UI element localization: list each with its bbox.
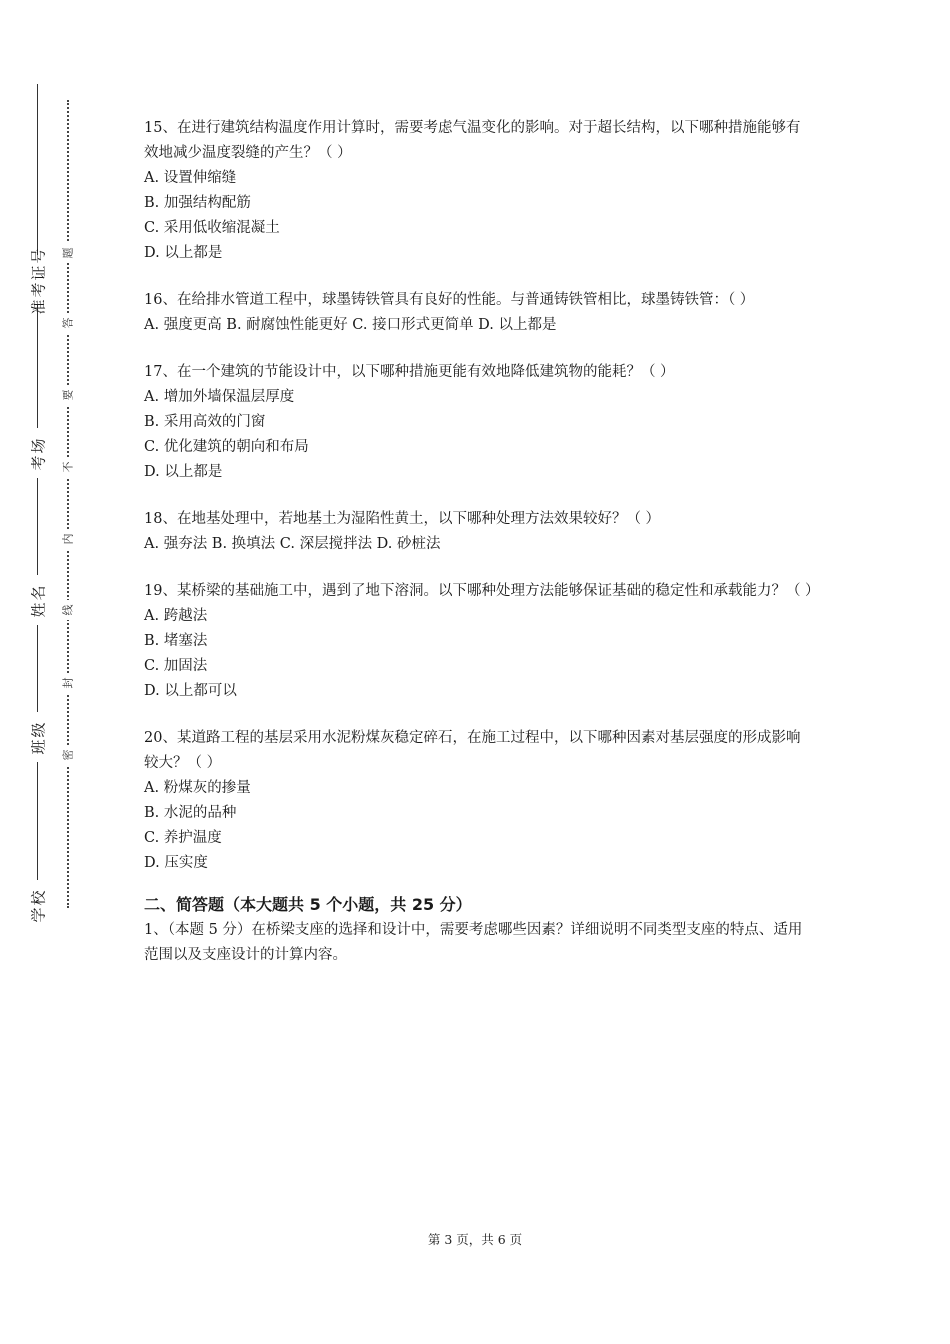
seal-char: 内 bbox=[57, 529, 77, 549]
field-class: 班级 bbox=[18, 712, 58, 762]
option: B. 水泥的品种 bbox=[144, 805, 237, 821]
option: A. 跨越法 bbox=[144, 608, 208, 624]
field-name: 姓名 bbox=[18, 575, 58, 625]
option: D. 以上都是 bbox=[144, 245, 223, 261]
option: C. 优化建筑的朝向和布局 bbox=[144, 439, 309, 455]
field-exam-room: 考场 bbox=[18, 428, 58, 478]
binding-solid-line bbox=[37, 84, 38, 928]
question-16 bbox=[144, 288, 814, 338]
option: C. 加固法 bbox=[144, 658, 208, 674]
question-stem: 17、在一个建筑的节能设计中，以下哪种措施更能有效地降低建筑物的能耗？（ ） bbox=[144, 364, 675, 380]
seal-char: 密 bbox=[57, 745, 77, 765]
question-17 bbox=[144, 360, 814, 485]
option: D. 以上都是 bbox=[144, 464, 223, 480]
seal-char: 要 bbox=[57, 385, 77, 405]
field-exam-number: 准考证号 bbox=[18, 255, 58, 305]
question-content bbox=[144, 116, 820, 968]
option: B. 加强结构配筋 bbox=[144, 195, 251, 211]
option: C. 养护温度 bbox=[144, 830, 222, 846]
options-inline: A. 强度更高 B. 耐腐蚀性能更好 C. 接口形式更简单 D. 以上都是 bbox=[144, 317, 557, 333]
option: A. 粉煤灰的掺量 bbox=[144, 780, 251, 796]
seal-char: 封 bbox=[57, 673, 77, 693]
question-18 bbox=[144, 507, 814, 557]
option: A. 增加外墙保温层厚度 bbox=[144, 389, 295, 405]
seal-char: 不 bbox=[57, 457, 77, 477]
short-answer-question-1: 1、（本题 5 分）在桥梁支座的选择和设计中，需要考虑哪些因素？详细说明不同类型支座的特点、适用范围以及支座设计的计算内容。 bbox=[144, 922, 803, 963]
option: B. 采用高效的门窗 bbox=[144, 414, 266, 430]
binding-margin bbox=[0, 0, 100, 1344]
page-number: 第 3 页，共 6 页 bbox=[427, 1232, 523, 1247]
option: A. 设置伸缩缝 bbox=[144, 170, 237, 186]
seal-char: 题 bbox=[57, 243, 77, 263]
question-20 bbox=[144, 726, 814, 876]
question-19 bbox=[144, 579, 820, 704]
option: B. 堵塞法 bbox=[144, 633, 208, 649]
option: C. 采用低收缩混凝土 bbox=[144, 220, 280, 236]
option: D. 压实度 bbox=[144, 855, 208, 871]
field-school: 学校 bbox=[18, 880, 58, 930]
question-stem: 20、某道路工程的基层采用水泥粉煤灰稳定碎石，在施工过程中，以下哪种因素对基层强度的形成影响较大？（ ） bbox=[144, 730, 801, 771]
question-stem: 15、在进行建筑结构温度作用计算时，需要考虑气温变化的影响。对于超长结构，以下哪种措施能够有效地减少温度裂缝的产生？（ ） bbox=[144, 120, 801, 161]
question-stem: 16、在给排水管道工程中，球墨铸铁管具有良好的性能。与普通铸铁管相比，球墨铸铁管：（ ） bbox=[144, 292, 755, 308]
seal-char: 答 bbox=[57, 313, 77, 333]
section-title-short-answer: 二、简答题（本大题共 5 个小题，共 25 分） bbox=[144, 895, 472, 914]
question-stem: 18、在地基处理中，若地基土为湿陷性黄土，以下哪种处理方法效果较好？（ ） bbox=[144, 511, 661, 527]
seal-char: 线 bbox=[57, 600, 77, 620]
question-stem: 19、某桥梁的基础施工中，遇到了地下溶洞。以下哪种处理方法能够保证基础的稳定性和承载能力？（ ） bbox=[144, 583, 820, 599]
options-inline: A. 强夯法 B. 换填法 C. 深层搅拌法 D. 砂桩法 bbox=[144, 536, 441, 552]
seal-dotted-line bbox=[67, 100, 69, 908]
option: D. 以上都可以 bbox=[144, 683, 237, 699]
question-15 bbox=[144, 116, 814, 266]
